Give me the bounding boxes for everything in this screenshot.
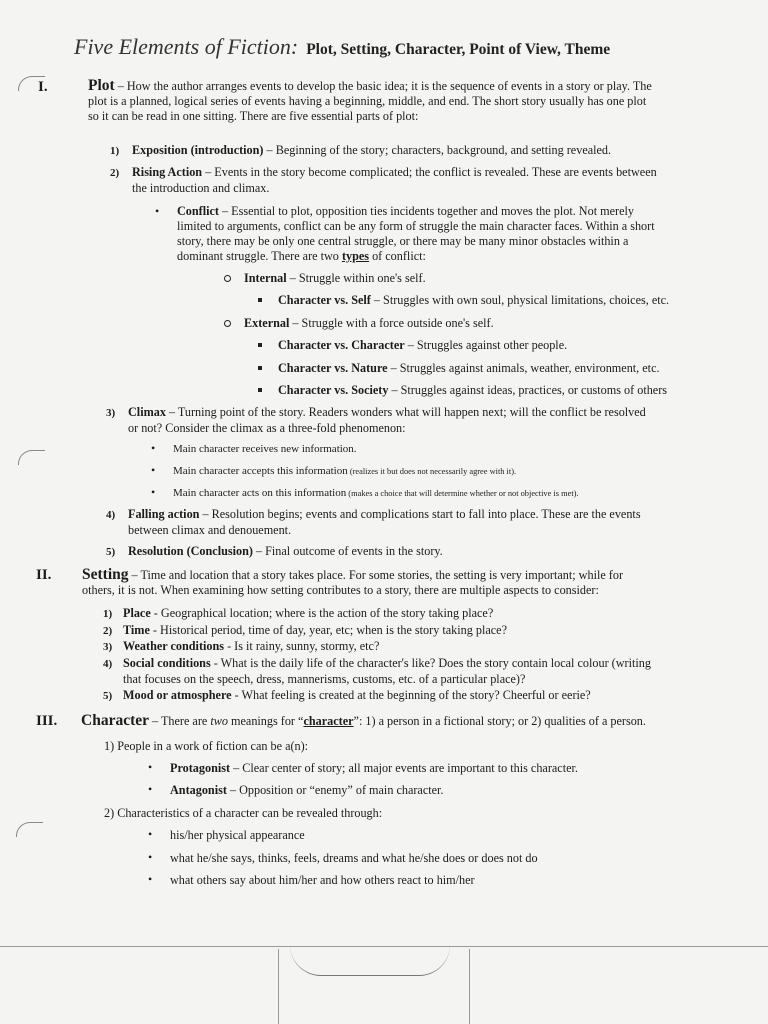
character-intro <box>81 713 646 729</box>
plot-item-rising-action <box>110 165 657 196</box>
climax-bullet-3-text: Main character acts on this information <box>173 487 347 499</box>
conflict-character-vs-character <box>278 338 567 353</box>
sub-text: – Struggles with own soul, physical limitations, choices, etc. <box>370 293 670 307</box>
item-text: - Is it rainy, sunny, stormy, etc? <box>224 639 380 653</box>
conflict-line-2: limited to arguments, conflict can be any form of struggle the main character faces. Within a short <box>177 219 655 233</box>
conflict-character-vs-self <box>278 293 669 308</box>
sub-term: Character vs. Nature <box>278 361 388 375</box>
reveal-item: what he/she says, thinks, feels, dreams and what he/she does or does not do <box>170 851 538 865</box>
item-number: 4) <box>106 509 116 521</box>
protagonist-term: Protagonist <box>170 761 231 775</box>
item-number: 4) <box>103 657 113 670</box>
reveal-item: what others say about him/her and how others react to him/her <box>170 873 475 887</box>
item-text: - What is the daily life of the character's like? Does the story contain local colour (writing <box>210 655 651 670</box>
item-text-cont: between climax and denouement. <box>128 523 292 537</box>
sub-text: – Struggles against other people. <box>404 338 568 352</box>
item-term: Mood or atmosphere <box>123 687 232 702</box>
item-text: - Historical period, time of day, year, etc; when is the story taking place? <box>149 622 507 637</box>
antagonist-term: Antagonist <box>170 783 227 797</box>
bullet-dot: • <box>151 441 156 455</box>
protagonist-text: – Clear center of story; all major events are important to this character. <box>230 761 578 775</box>
external-term: External <box>244 316 290 330</box>
item-term: Social conditions <box>123 655 211 670</box>
plot-intro <box>88 78 748 124</box>
item-text: – Final outcome of events in the story. <box>252 544 443 558</box>
conflict-line-4b: of conflict: <box>369 249 426 263</box>
item-number: 2) <box>103 624 113 637</box>
item-number: 1) <box>110 145 120 157</box>
item-number: 1) <box>103 608 113 620</box>
bullet-dot: • <box>148 872 153 886</box>
conflict-character-vs-society <box>278 383 667 398</box>
square-bullet <box>258 388 262 392</box>
climax-bullet-3 <box>173 486 579 501</box>
item-number: 5) <box>103 689 113 702</box>
bullet-dot: • <box>148 827 153 841</box>
sub-text: – Struggles against ideas, practices, or customs of others <box>388 383 668 397</box>
circle-bullet <box>224 275 231 282</box>
plot-item-climax <box>106 405 646 436</box>
conflict-external <box>244 316 494 331</box>
bullet-dot: • <box>148 850 153 864</box>
item-text-cont: or not? Consider the climax as a three-fold phenomenon: <box>128 421 406 435</box>
square-bullet <box>258 298 262 302</box>
sub-term: Character vs. Society <box>278 383 389 397</box>
setting-item-place <box>103 606 651 623</box>
item-term: Resolution (Conclusion) <box>128 544 253 558</box>
character-sub-2: 2) Characteristics of a character can be revealed through: <box>104 806 383 820</box>
bullet-dot: • <box>148 782 153 796</box>
hole-punch-mark <box>18 450 45 465</box>
item-term: Climax <box>128 405 166 419</box>
item-text: – Turning point of the story. Readers wonders what will happen next; will the conflict be resolved <box>165 405 646 419</box>
setting-item-social <box>103 656 651 673</box>
character-intro-italic: two <box>210 714 228 728</box>
setting-line-2: others, it is not. When examining how setting contributes to a story, there are multiple aspects to consider: <box>82 583 599 597</box>
square-bullet <box>258 366 262 370</box>
character-intro-a: – There are <box>149 714 211 728</box>
item-term: Rising Action <box>132 165 203 179</box>
setting-list <box>103 606 651 704</box>
sub-term: Character vs. Character <box>278 338 405 352</box>
page-title <box>74 34 610 60</box>
item-term: Falling action <box>128 507 200 521</box>
item-text-cont: the introduction and climax. <box>132 181 270 195</box>
character-intro-c: ”: 1) a person in a fictional story; or 2) qualities of a person. <box>353 714 646 728</box>
item-text: - Geographical location; where is the action of the story taking place? <box>150 606 494 620</box>
hole-punch-mark <box>16 822 43 837</box>
setting-line-1: – Time and location that a story takes place. For some stories, the setting is very important; while for <box>128 568 624 582</box>
item-text: – Beginning of the story; characters, background, and setting revealed. <box>263 143 612 157</box>
item-text-cont: that focuses on the speech, dress, mannerisms, customs, etc. of a particular place)? <box>123 672 526 686</box>
conflict-term: Conflict <box>177 204 219 218</box>
setting-item-mood <box>103 688 651 705</box>
climax-bullet-2 <box>173 464 516 479</box>
external-text: – Struggle with a force outside one's self. <box>289 316 494 330</box>
section-numeral-character: III. <box>36 713 58 729</box>
title-bold: Plot, Setting, Character, Point of View, Theme <box>306 41 611 58</box>
conflict-character-vs-nature <box>278 361 660 376</box>
character-intro-underlined: character <box>303 714 354 728</box>
conflict-internal <box>244 271 426 286</box>
item-text: - What feeling is created at the beginning of the story? Cheerful or eerie? <box>231 687 591 702</box>
item-term: Weather conditions <box>123 639 225 653</box>
conflict-block <box>177 204 655 264</box>
item-text: – Resolution begins; events and complications start to fall into place. These are the events <box>199 507 641 521</box>
title-italic: Five Elements of Fiction: <box>74 34 299 59</box>
plot-intro-line-3: so it can be read in one sitting. There are five essential parts of plot: <box>88 109 419 123</box>
setting-heading: Setting <box>82 566 129 583</box>
plot-intro-line-1: – How the author arranges events to develop the basic idea; it is the sequence of events in a story or play. The <box>114 79 652 93</box>
plot-intro-line-2: plot is a planned, logical series of events having a beginning, middle, and end. The short story usually has one plot <box>88 94 647 108</box>
item-number: 3) <box>103 641 113 653</box>
climax-bullet-3-note: (makes a choice that will determine whether or not objective is met). <box>346 489 579 498</box>
character-antagonist <box>170 783 443 798</box>
bullet-dot: • <box>151 485 156 499</box>
section-numeral-setting: II. <box>36 567 52 583</box>
circle-bullet <box>224 320 231 327</box>
item-text: – Events in the story become complicated; the conflict is revealed. These are events between <box>202 165 657 179</box>
climax-bullet-2-note: (realizes it but does not necessarily agree with it). <box>347 467 517 476</box>
setting-item-weather <box>103 639 651 656</box>
item-term: Exposition (introduction) <box>132 143 264 157</box>
climax-bullet-2-text: Main character accepts this information <box>173 465 348 477</box>
scanner-clip-arc <box>290 945 450 976</box>
bullet-dot: • <box>155 204 160 218</box>
conflict-line-3: story, there may be only one central struggle, or there may be many minor obstacles within a <box>177 234 629 248</box>
plot-item-falling-action <box>106 507 641 538</box>
character-heading: Character <box>81 712 149 729</box>
bullet-dot: • <box>148 760 153 774</box>
conflict-line-4a: dominant struggle. There are two <box>177 249 342 263</box>
item-term: Time <box>123 622 150 637</box>
climax-bullet-1: Main character receives new information. <box>173 443 357 455</box>
item-number: 3) <box>106 407 116 419</box>
internal-term: Internal <box>244 271 287 285</box>
sub-text: – Struggles against animals, weather, environment, etc. <box>387 361 660 375</box>
sub-term: Character vs. Self <box>278 293 371 307</box>
plot-item-resolution <box>106 544 443 560</box>
setting-item-time <box>103 623 651 640</box>
bullet-dot: • <box>151 463 156 477</box>
plot-heading: Plot <box>88 77 115 94</box>
character-sub-1: 1) People in a work of fiction can be a(n): <box>104 739 309 753</box>
reveal-item: his/her physical appearance <box>170 828 305 842</box>
section-numeral-plot: I. <box>38 79 48 95</box>
internal-text: – Struggle within one's self. <box>286 271 426 285</box>
item-number: 2) <box>110 167 120 179</box>
item-term: Place <box>123 606 151 620</box>
item-number: 5) <box>106 546 116 558</box>
character-intro-b: meanings for “ <box>227 714 304 728</box>
conflict-line-1: – Essential to plot, opposition ties incidents together and moves the plot. Not merely <box>218 204 634 218</box>
conflict-types: types <box>341 249 370 263</box>
setting-intro <box>82 567 623 598</box>
plot-item-exposition <box>110 143 611 159</box>
character-protagonist <box>170 761 578 776</box>
square-bullet <box>258 343 262 347</box>
antagonist-text: – Opposition or “enemy” of main character. <box>226 783 444 797</box>
